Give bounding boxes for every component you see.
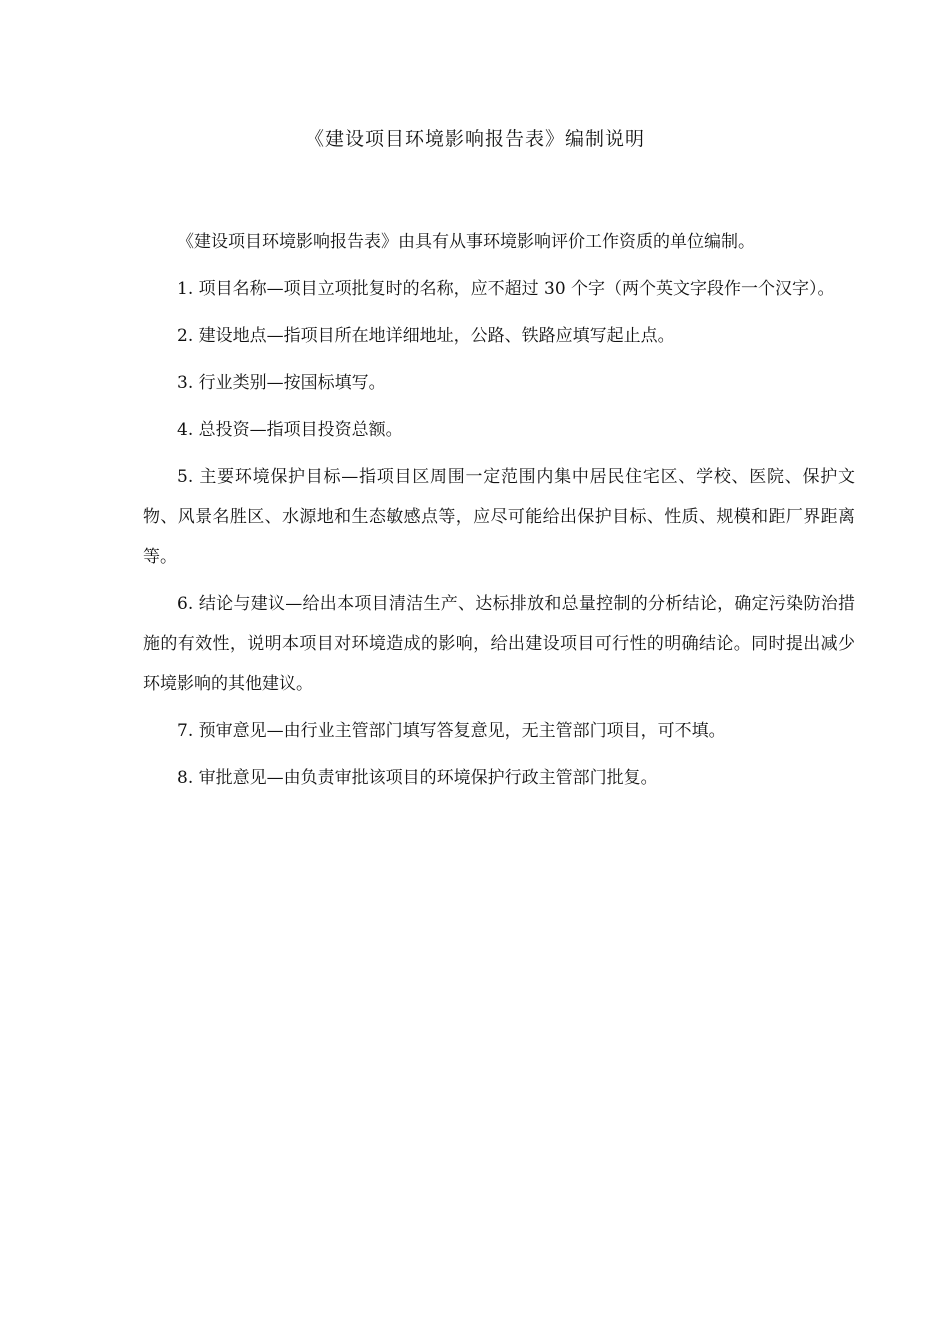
item-approval-opinion: 8. 审批意见—由负责审批该项目的环境保护行政主管部门批复。 (177, 768, 658, 788)
item-construction-location: 2. 建设地点—指项目所在地详细地址，公路、铁路应填写起止点。 (177, 326, 675, 346)
item-protection-targets: 5. 主要环境保护目标—指项目区周围一定范围内集中居民住宅区、学校、医院、保护文物、风景名胜区、水源地和生态敏感点等，应尽可能给出保护目标、性质、规模和距厂界距离等。 (143, 467, 855, 567)
item-industry-category: 3. 行业类别—按国标填写。 (177, 373, 386, 393)
item-total-investment: 4. 总投资—指项目投资总额。 (177, 420, 403, 440)
item-conclusions: 6. 结论与建议—给出本项目清洁生产、达标排放和总量控制的分析结论，确定污染防治措施的有效性，说明本项目对环境造成的影响，给出建设项目可行性的明确结论。同时提出减少环境影响的其他建议。 (143, 594, 855, 694)
document-body (143, 222, 855, 805)
intro-paragraph: 《建设项目环境影响报告表》由具有从事环境影响评价工作资质的单位编制。 (177, 232, 755, 252)
item-preliminary-review: 7. 预审意见—由行业主管部门填写答复意见，无主管部门项目，可不填。 (177, 721, 726, 741)
item-project-name: 1. 项目名称—项目立项批复时的名称，应不超过 30 个字（两个英文字段作一个汉字）。 (177, 279, 835, 299)
document-title: 《建设项目环境影响报告表》编制说明 (304, 128, 645, 150)
